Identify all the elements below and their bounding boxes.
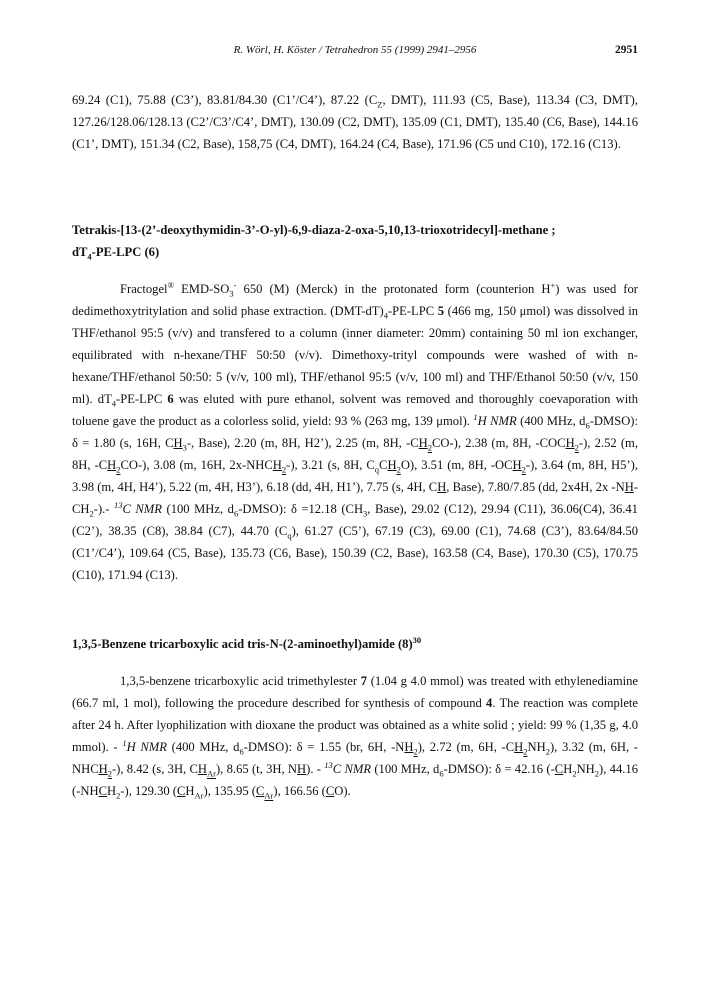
text-run: -PE-LPC (6) xyxy=(91,245,160,259)
underlined-h: H xyxy=(297,762,307,776)
text-run: H xyxy=(106,784,117,798)
text-run: ), 8.65 (t, 3H, N xyxy=(215,762,298,776)
compound-number: 4 xyxy=(486,696,493,710)
underlined-c: C xyxy=(325,784,335,798)
text-run: -DMSO): δ = 1.55 (br, 6H, -N xyxy=(243,740,405,754)
underlined-h: H xyxy=(565,436,575,450)
text-run: 1,3,5-Benzene tricarboxylic acid tris-N-(2-aminoethyl)amide (8) xyxy=(72,637,413,651)
subscript: 2 xyxy=(594,768,600,779)
text-run: -, Base), 2.20 (m, 8H, H2’), 2.25 (m, 8H, -C xyxy=(186,436,419,450)
subscript: 2 xyxy=(116,790,121,801)
text-run: 650 (M) (Merck) in the protonated form (counterion H xyxy=(236,282,551,296)
text-run: CO-), 2.38 (m, 8H, -COC xyxy=(431,436,566,450)
underlined-h: H xyxy=(387,458,397,472)
nmr-label: C NMR xyxy=(122,502,162,516)
text-run: ), 2.72 (m, 6H, -C xyxy=(417,740,515,754)
subscript: 2 xyxy=(523,746,528,757)
compound-8-paragraph xyxy=(72,670,638,802)
text-run: -DMSO): δ =12.18 (CH xyxy=(238,502,364,516)
underlined-c: C xyxy=(255,784,265,798)
compound-number: 6 xyxy=(167,392,174,406)
subscript: 6 xyxy=(239,746,244,757)
text-run: (400 MHz, d xyxy=(166,740,240,754)
underlined-h: H xyxy=(512,458,522,472)
section-heading-compound-8 xyxy=(72,633,638,655)
text-run: -PE-LPC xyxy=(116,392,168,406)
text-run: , Base), 29.02 (C12), 29.94 (C11), 36.06(C4), 36.41 (C2’), 38.35 (C8), 38.84 (C7), 44.70 (C xyxy=(72,502,638,538)
subscript: q xyxy=(374,464,380,475)
section-heading-compound-6 xyxy=(72,219,638,263)
subscript: 3 xyxy=(182,442,187,453)
underlined-c: C xyxy=(554,762,564,776)
subscript: 4 xyxy=(383,310,388,321)
subscript: 6 xyxy=(233,508,239,519)
subscript: 2 xyxy=(545,746,550,757)
text-run: -CH xyxy=(72,480,639,516)
text-run: ), 135.95 ( xyxy=(203,784,256,798)
text-run: -DMSO): δ = 1.80 (s, 16H, C xyxy=(72,414,638,450)
text-run: 1,3,5-benzene tricarboxylic acid trimethylester xyxy=(120,674,361,688)
subscript: Ar xyxy=(194,790,204,801)
superscript: 13 xyxy=(324,759,333,770)
text-run: (1.04 g 4.0 mmol) was treated with ethylenediamine (66.7 ml, 1 mol), following the procedure described for synthesis of compound xyxy=(72,674,639,710)
subscript: 2 xyxy=(396,464,401,475)
subscript: 2 xyxy=(281,464,287,475)
subscript: 2 xyxy=(427,442,432,453)
subscript: 2 xyxy=(521,464,526,475)
text-run: O). xyxy=(334,784,351,798)
text-run: NH xyxy=(527,740,546,754)
subscript: Z xyxy=(377,99,383,110)
text-run: (466 mg, 150 μmol) was dissolved in THF/ethanol 95:5 (v/v) and transfered to a column (inner diameter: 20mm) containing 50 ml ion exchanger, equilibrated with n-hexane/THF 50:50 (v/v). Dimethoxy-trityl compounds were washed of with n-hexane/THF/ethanol 50:50: 5 (v/v, 100 ml), THF/ethanol 95:5 (v/v, 100 ml) and THF/Ethanol 50:50 (v/v, 150 ml). dT xyxy=(72,304,638,406)
text-run: -PE-LPC xyxy=(387,304,438,318)
subscript: 3 xyxy=(229,288,234,299)
underlined-h: H xyxy=(272,458,282,472)
text-run: H xyxy=(563,762,573,776)
subscript: 2 xyxy=(116,464,121,475)
compound-6-paragraph xyxy=(72,278,638,586)
text-run: ), 61.27 (C5’), 67.19 (C3), 69.00 (C1), 74.68 (C3’), 83.64/84.50 (C1’/C4’), 109.64 (C5, Base), 135.73 (C6, Base), 150.39 (C2, Base), 163.58 (C4, Base), 170.30 (C5), 170.75 (C10), 171.94 (C13). xyxy=(72,524,638,582)
subscript: 2 xyxy=(572,768,577,779)
underlined-h: H xyxy=(107,458,117,472)
subscript: 2 xyxy=(574,442,579,453)
text-run: -DMSO): δ = 42.16 (- xyxy=(443,762,555,776)
underlined-h: H xyxy=(514,740,524,754)
subscript: q xyxy=(287,530,292,541)
reference-superscript: 30 xyxy=(412,634,422,645)
text-run: NH xyxy=(576,762,595,776)
underlined-c: C xyxy=(177,784,186,798)
text-run: (100 MHz, d xyxy=(162,502,234,516)
text-run: (400 MHz, d xyxy=(516,414,586,428)
text-run: . The reaction was complete after 24 h. After lyophilization with dioxane the product was obtained as a white solid ; yield: 99 % (1,35 g, 4.0 mmol). - xyxy=(72,696,639,754)
subscript: 4 xyxy=(87,251,92,262)
text-run: (100 MHz, d xyxy=(371,762,440,776)
subscript: 4 xyxy=(111,398,117,409)
underlined-h: H xyxy=(197,762,207,776)
subscript: Ar xyxy=(264,790,274,801)
nmr-label: H NMR xyxy=(477,414,517,428)
underlined-h: H xyxy=(98,762,108,776)
subscript: 2 xyxy=(89,508,94,519)
text-run: , Base), 7.80/7.85 (dd, 2x4H, 2x -N xyxy=(446,480,625,494)
underlined-h: H xyxy=(173,436,183,450)
text-run: -).- xyxy=(93,502,114,516)
nmr-label: C NMR xyxy=(332,762,372,776)
running-header xyxy=(72,44,638,60)
underlined-h: H xyxy=(404,740,414,754)
journal-citation: R. Wörl, H. Köster / Tetrahedron 55 (1999) 2941–2956 xyxy=(233,44,477,56)
text-run: dT xyxy=(72,245,88,259)
superscript: 13 xyxy=(114,499,123,510)
underlined-c: C xyxy=(98,784,107,798)
text-run: ) was used for dedimethoxytritylation and solid phase extraction. (DMT-dT) xyxy=(72,282,638,318)
subscript: 2 xyxy=(413,746,418,757)
underlined-h: H xyxy=(437,480,447,494)
superscript: 1 xyxy=(473,411,478,422)
text-run: Fractogel xyxy=(120,282,168,296)
text-run: ), 44.16 (-NH xyxy=(72,762,638,798)
text-run: O), 3.51 (m, 8H, -OC xyxy=(400,458,513,472)
text-run: H xyxy=(185,784,195,798)
text-run: -), 3.64 (m, 8H, H5’), 3.98 (m, 4H, H4’), 5.22 (m, 4H, H3’), 6.18 (dd, 4H, H1’), 7.75 (s, 4H, C xyxy=(72,458,638,494)
subscript: 3 xyxy=(363,508,368,519)
text-run: , DMT), 111.93 (C5, Base), 113.34 (C3, DMT), 127.26/128.06/128.13 (C2’/C3’/C4’, DMT), 130.09 (C2, DMT), 135.09 (C1, DMT), 135.40 (C6, Base), 144.16 (C1’, DMT), 151.34 (C2, Base), 158,75 (C4, DMT), 164.24 (C4, Base), 171.96 (C5 und C10), 172.16 (C13). xyxy=(72,93,638,151)
text-run: ). - xyxy=(306,762,325,776)
text-run: was eluted with pure ethanol, solvent was removed and thoroughly coevaporation with toluene gave the product as a colorless solid, yield: 93 % (263 mg, 139 μmol). xyxy=(72,392,638,428)
heading-line xyxy=(72,241,638,263)
text-run: 69.24 (C1), 75.88 (C3’), 83.81/84.30 (C1’/C4’), 87.22 (C xyxy=(72,93,378,107)
text-run: -), 2.52 (m, 8H, -C xyxy=(72,436,639,472)
text-run: -), 8.42 (s, 3H, C xyxy=(111,762,198,776)
subscript: 2 xyxy=(107,768,112,779)
text-run: EMD-SO xyxy=(174,282,230,296)
compound-number: 5 xyxy=(437,304,445,318)
text-run: ), 3.32 (m, 6H, -NHC xyxy=(72,740,638,776)
subscript: 6 xyxy=(439,768,444,779)
nmr-label: H NMR xyxy=(126,740,167,754)
text-run: C xyxy=(379,458,388,472)
text-run: -), 3.21 (s, 8H, C xyxy=(286,458,375,472)
text-run: -), 129.30 ( xyxy=(120,784,178,798)
superscript: - xyxy=(233,279,237,290)
underlined-h: H xyxy=(418,436,428,450)
page-number: 2951 xyxy=(615,44,638,56)
superscript: + xyxy=(550,279,556,290)
text-run: ), 166.56 ( xyxy=(273,784,326,798)
subscript: 6 xyxy=(585,420,590,431)
text-run: CO-), 3.08 (m, 16H, 2x-NHC xyxy=(120,458,273,472)
compound-number: 7 xyxy=(360,674,368,688)
heading-line: Tetrakis-[13-(2’-deoxythymidin-3’-O-yl)-6,9-diaza-2-oxa-5,10,13-trioxotridecyl]-methane ; xyxy=(72,223,556,237)
underlined-h: H xyxy=(624,480,634,494)
carryover-paragraph xyxy=(72,89,638,155)
superscript: 1 xyxy=(122,737,127,748)
superscript: ® xyxy=(167,279,175,290)
subscript: Ar xyxy=(207,768,216,779)
